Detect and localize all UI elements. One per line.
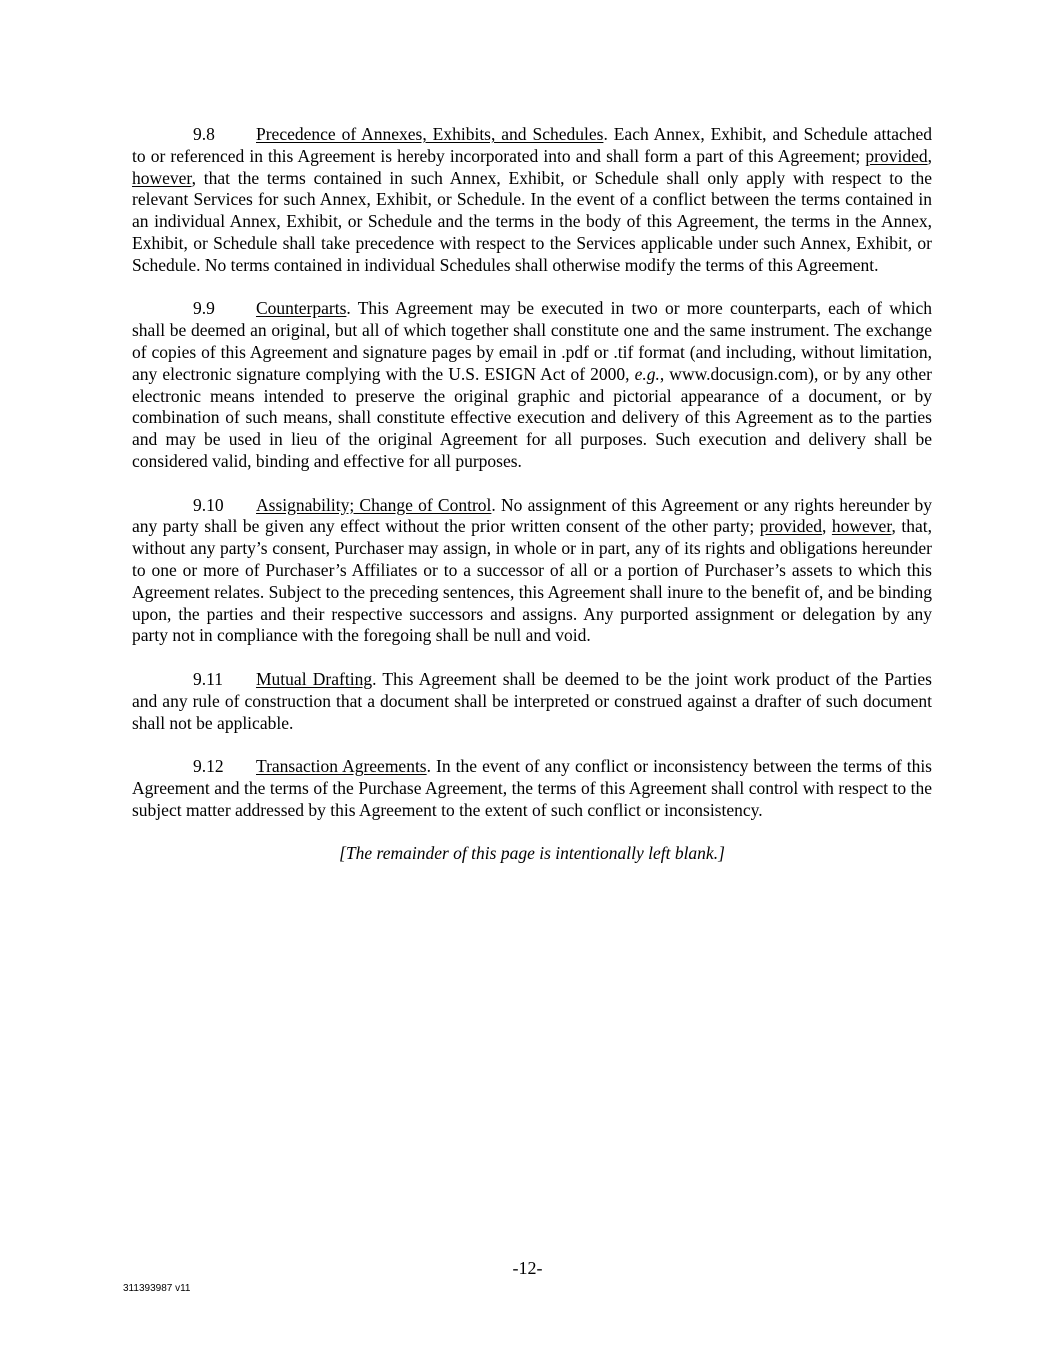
section-text: . This Agreement may be executed in two or more counterparts, each of which shall be deemed an original, but all of which together shall constitute one and the same instrument. The exchange of copies of this Agreement and signature pages by email in .pdf or .tif format (and including, without limitation, any electronic signature complying with the U.S. ESIGN Act of 2000, [132,298,932,384]
section-heading: Precedence of Annexes, Exhibits, and Schedules [256,124,604,144]
document-id: 311393987 v11 [123,1283,191,1294]
section-heading: Assignability; Change of Control [256,494,492,515]
section-text: , that, without any party’s consent, Purchaser may assign, in whole or in part, any of its rights and obligations hereunder to one or more of Purchaser’s Affiliates or to a successor of all or a portion of Purchaser’s assets to which this Agreement relates. Subject to the preceding sentences, this Agreement shall inure to the benefit of, and be binding upon, the parties and their respective successors and assigns. Any purported assignment or delegation by any party not in compliance with the foregoing shall be null and void. [132,516,933,646]
document-body [132,124,932,865]
page-number: -12- [512,1258,543,1278]
however-term: however [831,516,892,537]
section-text: . No assignment of this Agreement or any rights hereunder by any party shall be given any effect without the prior written consent of the other party; [132,494,932,537]
section-number: 9.10 [193,494,224,515]
provided-term: provided [759,516,822,537]
section-text: , that the terms contained in such Annex, Exhibit, or Schedule shall only apply with respect to the relevant Services for such Annex, Exhibit, or Schedule. In the event of a conflict between the terms contained in an individual Annex, Exhibit, or Schedule and the terms in the body of this Agreement, the terms in the Annex, Exhibit, or Schedule shall take precedence with respect to the Services applicable under such Annex, Exhibit, or Schedule. No terms contained in individual Schedules shall otherwise modify the terms of this Agreement. [132,167,932,275]
however-term: however [132,167,192,188]
section-heading: Transaction Agreements [256,756,427,777]
section-number: 9.11 [193,668,223,689]
section-9-9 [132,298,932,472]
section-9-11 [132,669,932,734]
remainder-note: [The remainder of this page is intentionally left blank.] [339,843,725,864]
section-number: 9.12 [193,756,224,777]
separator: , [821,516,832,537]
section-heading: Counterparts [256,298,347,319]
eg-term: e.g. [634,363,660,384]
section-number: 9.8 [193,124,215,144]
separator: , [927,145,932,166]
section-9-8 [132,124,932,277]
section-heading: Mutual Drafting [256,668,373,689]
section-text: , www.docusign.com), or by any other electronic means intended to preserve the original graphic and pictorial appearance of a document, or by combination of such means, shall constitute effective execution and delivery of this Agreement as to the parties and may be used in lieu of the original Agreement for all purposes. Such execution and delivery shall be considered valid, binding and effective for all purposes. [132,363,932,471]
section-text: . Each Annex, Exhibit, and Schedule attached to or referenced in this Agreement is hereby incorporated into and shall form a part of this Agreement; [132,124,932,166]
section-text: . This Agreement shall be deemed to be the joint work product of the Parties and any rule of construction that a document shall be interpreted or construed against a drafter of such document shall not be applicable. [132,668,932,733]
section-9-10 [132,495,932,648]
provided-term: provided [865,145,928,166]
section-9-12 [132,756,932,821]
section-text: . In the event of any conflict or inconsistency between the terms of this Agreement and the terms of the Purchase Agreement, the terms of this Agreement shall control with respect to the subject matter addressed by this Agreement to the extent of such conflict or inconsistency. [132,756,932,820]
section-number: 9.9 [193,298,215,319]
